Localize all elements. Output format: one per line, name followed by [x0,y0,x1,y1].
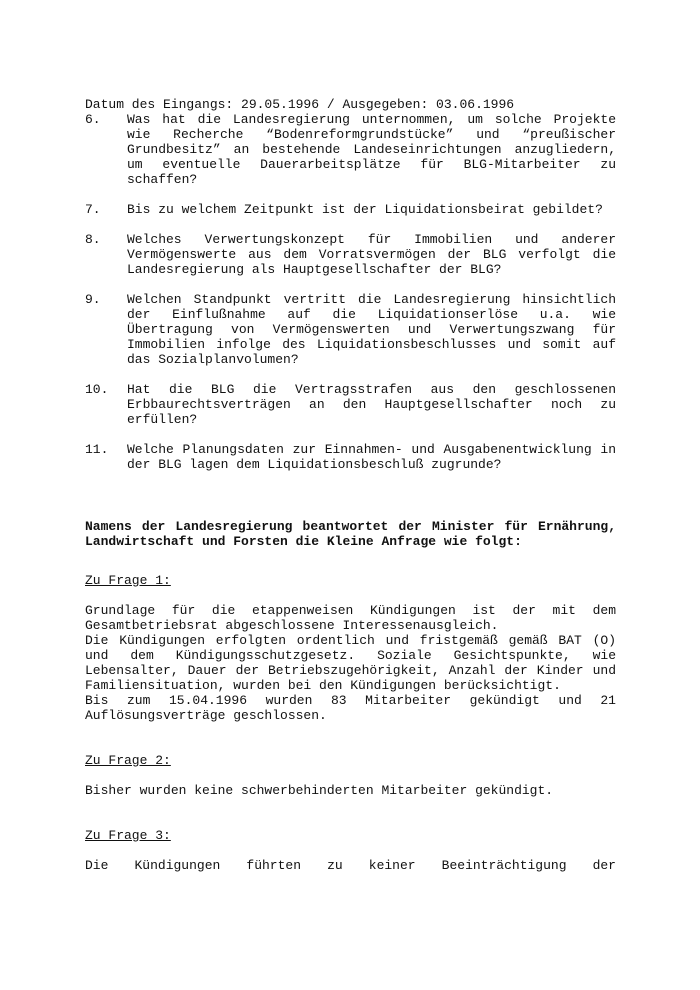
question-text: Was hat die Landesregierung unternommen, um solche Projekte wie Recherche “Bodenreformgrundstücke” und “preußischer Grundbesitz” an bestehende Landeseinrichtungen anzugliedern, um eventuelle Dauerarbeitsplätze für BLG-Mitarbeiter zu schaffen? [127,112,616,187]
answer-heading: Zu Frage 1: [85,573,171,588]
answer-section [85,828,616,873]
question-number: 7. [85,202,101,217]
question-text: Welches Verwertungskonzept für Immobilien und anderer Vermögenswerte aus dem Vorratsvermögen der BLG verfolgt die Landesregierung als Hauptgesellschafter der BLG? [127,232,616,277]
question-text: Bis zu welchem Zeitpunkt ist der Liquidationsbeirat gebildet? [127,202,603,217]
answer-paragraph: Grundlage für die etappenweisen Kündigungen ist der mit dem Gesamtbetriebsrat abgeschlossene Interessenausgleich. [85,603,616,633]
answer-paragraph: Die Kündigungen erfolgten ordentlich und fristgemäß gemäß BAT (O) und dem Kündigungsschutzgesetz. Soziale Gesichtspunkte, wie Lebensalter, Dauer der Betriebszugehörigkeit, Anzahl der Kinder und Familiensituation, wurden bei den Kündigungen berücksichtigt. [85,633,616,693]
answer-paragraph: Die Kündigungen führten zu keiner Beeinträchtigung der [85,858,616,873]
question-number: 6. [85,112,101,127]
question-item [85,382,616,427]
answer-paragraph: Bis zum 15.04.1996 wurden 83 Mitarbeiter gekündigt und 21 Auflösungsverträge geschlossen. [85,693,616,723]
question-text: Welchen Standpunkt vertritt die Landesregierung hinsichtlich der Einflußnahme auf die Liquidationserlöse u.a. wie Übertragung von Vermögenswerten und Verwertungszwang für Immobilien infolge des Liquidationsbeschlusses und somit auf das Sozialplanvolumen? [127,292,616,367]
question-item [85,232,616,277]
question-item [85,442,616,472]
answer-paragraph: Bisher wurden keine schwerbehinderten Mitarbeiter gekündigt. [85,783,554,798]
question-list [85,112,616,472]
question-item [85,112,616,187]
answer-section [85,573,616,723]
received-date-line: Datum des Eingangs: 29.05.1996 / Ausgegeben: 03.06.1996 [85,97,515,112]
answer-intro: Namens der Landesregierung beantwortet der Minister für Ernährung, Landwirtschaft und Forsten die Kleine Anfrage wie folgt: [85,519,616,549]
question-number: 10. [85,382,109,397]
answer-heading: Zu Frage 3: [85,828,171,843]
question-item [85,292,616,367]
question-item [85,202,616,217]
answer-section [85,753,616,798]
question-text: Hat die BLG die Vertragsstrafen aus den geschlossenen Erbbaurechtsverträgen an den Hauptgesellschafter noch zu erfüllen? [127,382,616,427]
answer-heading: Zu Frage 2: [85,753,171,768]
question-number: 11. [85,442,109,457]
question-number: 8. [85,232,101,247]
document-page [85,97,616,873]
question-number: 9. [85,292,101,307]
question-text: Welche Planungsdaten zur Einnahmen- und Ausgabenentwicklung in der BLG lagen dem Liquidationsbeschluß zugrunde? [127,442,616,472]
